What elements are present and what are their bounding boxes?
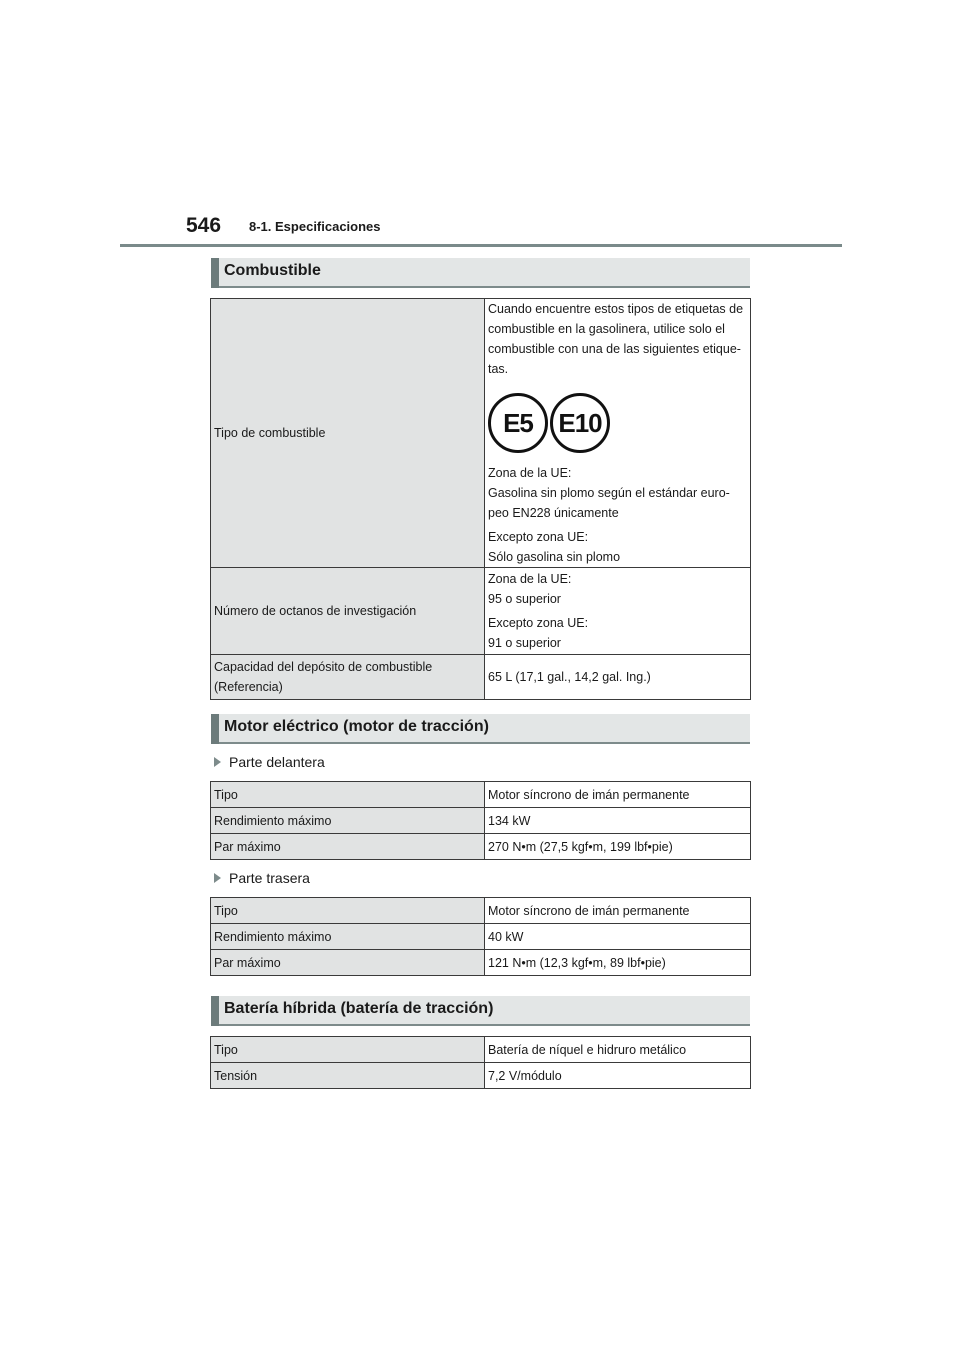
page-number: 546 bbox=[186, 214, 222, 237]
fuel-label-badges bbox=[488, 393, 747, 453]
section-title: Batería híbrida (batería de tracción) bbox=[224, 1000, 494, 1017]
e10-badge: E10 bbox=[550, 393, 610, 453]
note-line: Gasolina sin plomo según el estándar euro- bbox=[488, 486, 730, 500]
row-value bbox=[485, 655, 751, 700]
subsection-front bbox=[214, 754, 325, 770]
row-value: 121 N•m (12,3 kgf•m, 89 lbf•pie) bbox=[485, 950, 751, 976]
row-value: 134 kW bbox=[485, 808, 751, 834]
row-value bbox=[485, 568, 751, 655]
table-row bbox=[211, 808, 751, 834]
table-row bbox=[211, 950, 751, 976]
row-label bbox=[211, 568, 485, 655]
row-value: 7,2 V/módulo bbox=[485, 1063, 751, 1089]
row-label: Rendimiento máximo bbox=[211, 808, 485, 834]
section-title: Combustible bbox=[224, 262, 321, 279]
row-value bbox=[485, 299, 751, 568]
section-breadcrumb: 8-1. Especificaciones bbox=[249, 219, 381, 234]
front-motor-table bbox=[210, 781, 751, 860]
header-divider bbox=[120, 244, 842, 247]
table-row bbox=[211, 568, 751, 655]
section-header-bateria bbox=[211, 996, 750, 1026]
subsection-title: Parte delantera bbox=[229, 754, 325, 770]
battery-table bbox=[210, 1036, 751, 1089]
note-line: Excepto zona UE: bbox=[488, 616, 589, 630]
row-value: Batería de níquel e hidruro metálico bbox=[485, 1037, 751, 1063]
section-header-motor bbox=[211, 714, 750, 744]
row-value: 40 kW bbox=[485, 924, 751, 950]
intro-line: Cuando encuentre estos tipos de etiquetas de bbox=[488, 302, 744, 316]
intro-line: combustible en la gasolinera, utilice solo el bbox=[488, 322, 725, 336]
row-label: Rendimiento máximo bbox=[211, 924, 485, 950]
tank-label-line: Capacidad del depósito de combustible bbox=[214, 660, 433, 674]
table-row bbox=[211, 299, 751, 568]
row-label: Tipo bbox=[211, 898, 485, 924]
table-row bbox=[211, 924, 751, 950]
fuel-spec-table bbox=[210, 298, 751, 700]
table-row bbox=[211, 1063, 751, 1089]
row-value: Motor síncrono de imán permanente bbox=[485, 898, 751, 924]
table-row bbox=[211, 834, 751, 860]
note-line: peo EN228 únicamente bbox=[488, 506, 619, 520]
intro-line: tas. bbox=[488, 362, 509, 376]
row-label bbox=[211, 655, 485, 700]
row-label bbox=[211, 299, 485, 568]
tank-capacity-value: 65 L (17,1 gal., 14,2 gal. Ing.) bbox=[488, 670, 651, 684]
section-header-combustible bbox=[211, 258, 750, 288]
row-label: Par máximo bbox=[211, 834, 485, 860]
e5-badge: E5 bbox=[488, 393, 548, 453]
table-row bbox=[211, 655, 751, 700]
note-line: Excepto zona UE: bbox=[488, 530, 589, 544]
subsection-rear bbox=[214, 870, 310, 886]
intro-line: combustible con una de las siguientes etique- bbox=[488, 342, 741, 356]
rear-motor-table bbox=[210, 897, 751, 976]
row-label: Tipo bbox=[211, 1037, 485, 1063]
triangle-bullet-icon bbox=[214, 757, 221, 767]
note-line: Zona de la UE: bbox=[488, 466, 572, 480]
row-value: 270 N•m (27,5 kgf•m, 199 lbf•pie) bbox=[485, 834, 751, 860]
fuel-type-label: Tipo de combustible bbox=[214, 426, 326, 440]
note-line: Zona de la UE: bbox=[488, 572, 572, 586]
table-row bbox=[211, 782, 751, 808]
note-line: 95 o superior bbox=[488, 592, 561, 606]
triangle-bullet-icon bbox=[214, 873, 221, 883]
row-label: Tensión bbox=[211, 1063, 485, 1089]
subsection-title: Parte trasera bbox=[229, 870, 310, 886]
tank-label-line: (Referencia) bbox=[214, 680, 283, 694]
note-line: Sólo gasolina sin plomo bbox=[488, 550, 621, 564]
table-row bbox=[211, 898, 751, 924]
row-label: Tipo bbox=[211, 782, 485, 808]
row-value: Motor síncrono de imán permanente bbox=[485, 782, 751, 808]
octane-label: Número de octanos de investigación bbox=[214, 604, 417, 618]
row-label: Par máximo bbox=[211, 950, 485, 976]
section-title: Motor eléctrico (motor de tracción) bbox=[224, 718, 489, 735]
note-line: 91 o superior bbox=[488, 636, 561, 650]
table-row bbox=[211, 1037, 751, 1063]
